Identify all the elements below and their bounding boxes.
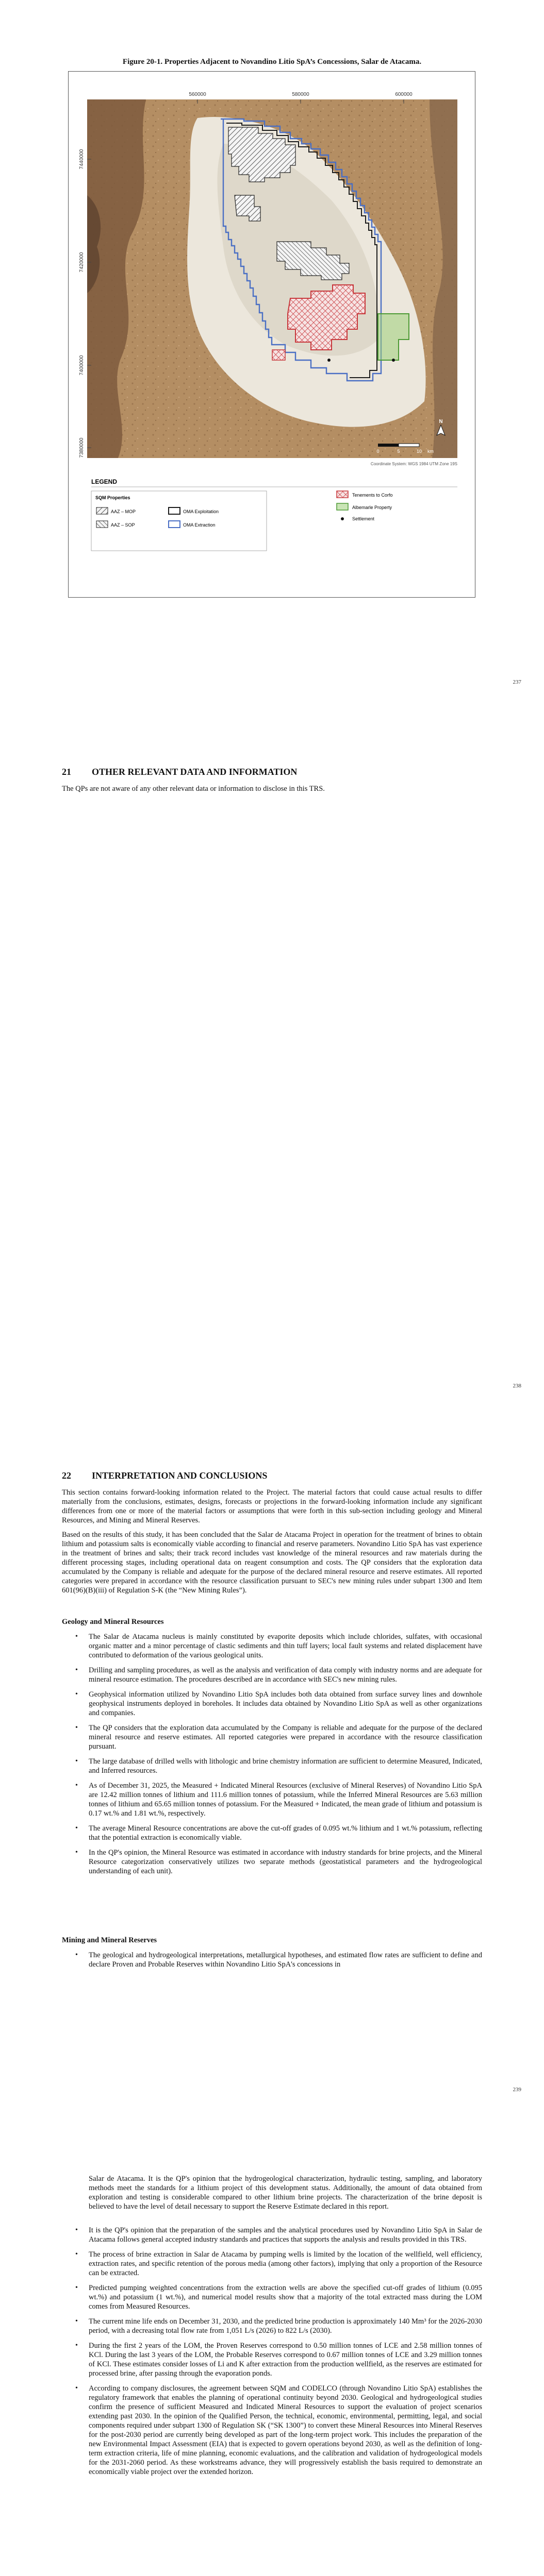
- scale-label-0: 0: [376, 449, 380, 454]
- intro-paragraph-2: Based on the results of this study, it has been concluded that the Salar de Atacama Project in operation for the treatment of brines to obtain lithium and potassium salts is economically viable according to financial and reserve parameters. Novandino Litio SpA has vast experience in the treatment of brines and salts; their track record includes vast knowledge of the mineral resources and raw materials during the different processing stages, including operational data on reagent consumption and costs. The QP considers that the exploration data accumulated by the Company is reliable and adequate for the purpose of the declared mineral resource and reserve estimates. All reported categories were prepared in accordance with the resource classification pursuant to SEC's new mining rules under subpart 1300 and Item 601(96)(B)(iii) of Regulation S-K (the “New Mining Rules”).: [62, 1531, 482, 1595]
- mining-bullet-list-start: [62, 1951, 482, 1975]
- page-number: 239: [513, 2087, 521, 2093]
- legend-label-aaz-sop: AAZ – SOP: [111, 522, 135, 528]
- legend-swatch-corfo: [337, 491, 348, 498]
- page-237: [0, 0, 544, 704]
- northing-tick-1: 7440000: [79, 149, 85, 170]
- list-item: • The process of brine extraction in Salar de Atacama by pumping wells is limited by the location of the wellfield, well efficiency, extraction rates, and specific retention of the porous media (among other factors), implying that only a proportion of the Resource can be extracted.: [62, 2250, 482, 2278]
- list-item: • According to company disclosures, the agreement between SQM and CODELCO (through Novandino Litio SpA) establishes the regulatory framework that enables the planning of operational continuity beyond 2030. Geological and hydrogeological studies confirm the presence of sufficient Measured and Indicated Mineral Resources to support the evaluation of project scenarios extending past 2030. In the opinion of the Qualified Person, the technical, economic, environmental, permitting, legal, and social components required under subpart 1300 of Regulation SK (“SK 1300”) to convert these Mineral Resources into Mineral Reserves for the post-2030 period are currently being developed as part of the long-term project work. This includes the preparation of the new Environmental Impact Assessment (EIA) that is expected to govern operations beyond 2030, as well as the definition of long-term extraction criteria, life of mine planning, economic evaluations, and the calibration and validation of hydrogeological models for the 2031-2060 period. As these workstreams advance, they will progressively establish the basis required to demonstrate an economically viable project over the extended horizon.: [62, 2384, 482, 2477]
- northing-tick-2: 7420000: [79, 252, 85, 273]
- northing-tick-4: 7380000: [79, 437, 85, 458]
- legend-label-aaz-mop: AAZ – MOP: [111, 509, 136, 514]
- intro-paragraph-1: This section contains forward-looking information related to the Project. The material factors that could cause actual results to differ materially from the conclusions, estimates, designs, forecasts or projections in the forward-looking information include any significant differences from one or more of the material factors or assumptions that were forth in this sub-section including geology and Mineral Resources, and Mining and Mineral Reserves.: [62, 1488, 482, 1524]
- section-22-title: INTERPRETATION AND CONCLUSIONS: [92, 1470, 268, 1481]
- crs-note: Coordinate System: WGS 1984 UTM Zone 19S: [370, 462, 457, 466]
- list-item: • It is the QP's opinion that the preparation of the samples and the analytical procedures used by Novandino Litio SpA in Salar de Atacama follows general accepted industry standards and practices that supports the analysis and results provided in this TRS.: [62, 2226, 482, 2244]
- legend-swatch-oma-extraction: [169, 521, 180, 528]
- list-item: • The current mine life ends on December 31, 2030, and the predicted brine production is approximately 140 Mm³ for the 2026-2030 period, with a decreasing total flow rate from 1,051 L/s (2026) to 822 L/s (2030).: [62, 2317, 482, 2335]
- page-number: 237: [513, 679, 521, 685]
- legend-swatch-settlement: [341, 517, 344, 520]
- list-item: • As of December 31, 2025, the Measured + Indicated Mineral Resources (exclusive of Mineral Reserves) of Novandino Litio SpA are 12.42 million tonnes of lithium and 111.6 million tonnes of potassium, while the Inferred Mineral Resources are 5.63 million tonnes of lithium and 65.65 million tonnes of potassium. For the Measured + Indicated, the mean grade of lithium and potassium is 0.17 wt.% and 1.81 wt.%, respectively.: [62, 1781, 482, 1818]
- section-21-number: 21: [62, 767, 71, 777]
- list-item: • The large database of drilled wells with lithologic and brine chemistry information are sufficient to determine Measured, Indicated, and Inferred resources.: [62, 1757, 482, 1775]
- list-item: • The geological and hydrogeological interpretations, metallurgical hypotheses, and estimated flow rates are sufficient to define and declare Proven and Probable Reserves within Novandino Litio SpA's concessions in: [62, 1951, 482, 1969]
- mining-bullet-continuation: Salar de Atacama. It is the QP's opinion that the hydrogeological characterization, hydraulic testing, sampling, and laboratory methods meet the standards for a lithium project of this development status. Additionally, the amount of data obtained from exploration and testing is considerable compared to other lithium brine projects. The characterization of the brine deposit is believed to have the level of detail necessary to support the Reserve Estimate declared in this report.: [89, 2175, 482, 2211]
- page-number: 238: [513, 1383, 521, 1389]
- geology-heading: Geology and Mineral Resources: [62, 1618, 164, 1626]
- figure-title: Figure 20-1. Properties Adjacent to Novandino Litio SpA’s Concessions, Salar de Atacama.: [122, 58, 422, 66]
- legend-label-albemarle: Albemarle Property: [352, 505, 392, 510]
- settlement-marker: [392, 359, 395, 362]
- map-legend: [91, 478, 457, 551]
- section-21-heading: [62, 767, 297, 777]
- list-item: • The Salar de Atacama nucleus is mainly constituted by evaporite deposits which include chlorides, sulfates, with occasional organic matter and a minor percentage of clastic sediments and thin tuff layers; local fault systems and related displacement have contributed to deformation of the various geological units.: [62, 1632, 482, 1660]
- section-21-title: OTHER RELEVANT DATA AND INFORMATION: [92, 767, 298, 777]
- easting-tick-1: 560000: [189, 92, 206, 97]
- list-item: • The QP considers that the exploration data accumulated by the Company is reliable and adequate for the purpose of the declared mineral resource and reserve estimates. All reported categories were prepared in accordance with the resource classification pursuant.: [62, 1723, 482, 1751]
- legend-label-oma-exploitation: OMA Exploitation: [183, 509, 219, 514]
- legend-group-title: SQM Properties: [95, 495, 130, 500]
- easting-tick-3: 600000: [395, 92, 413, 97]
- list-item: • Predicted pumping weighted concentrations from the extraction wells are above the specified cut-off grades of lithium (0.095 wt.%) and potassium (1 wt.%), and numerical model results show that a majority of the total extracted mass during the LOM comes from Measured Resources.: [62, 2283, 482, 2311]
- scale-label-10: 10: [416, 449, 422, 454]
- legend-label-corfo: Tenements to Corfo: [352, 493, 393, 498]
- page-240: [0, 2111, 544, 2576]
- map-figure: [69, 72, 475, 597]
- legend-label-settlement: Settlement: [352, 516, 375, 521]
- legend-title: LEGEND: [91, 478, 118, 485]
- northing-tick-3: 7400000: [79, 355, 85, 376]
- svg-text:N: N: [439, 419, 443, 425]
- list-item: • During the first 2 years of the LOM, the Proven Reserves correspond to 0.50 million tonnes of LCE and 2.58 million tonnes of KCl. During the last 3 years of the LOM, the Probable Reserves correspond to 0.67 million tonnes of LCE and 3.29 million tonnes of KCl. These estimates consider losses of Li and K after extraction from the production wellfield, as the reserves are estimated for processed brine, after passing through the evaporation ponds.: [62, 2341, 482, 2378]
- easting-tick-2: 580000: [292, 92, 309, 97]
- list-item: • The average Mineral Resource concentrations are above the cut-off grades of 0.095 wt.% lithium and 1 wt.% potassium, reflecting that the potential extraction is economically viable.: [62, 1824, 482, 1842]
- legend-swatch-aaz-sop: [96, 521, 108, 528]
- mining-bullet-list: [62, 2226, 482, 2482]
- list-item: • In the QP's opinion, the Mineral Resource was estimated in accordance with industry standards for brine projects, and the Mineral Resource categorization conservatively utilizes two separate methods (geostatistical parameters and the hydrogeological understanding of each unit).: [62, 1848, 482, 1876]
- section-22-number: 22: [62, 1470, 71, 1481]
- mining-heading: Mining and Mineral Reserves: [62, 1936, 157, 1944]
- scale-label-5: 5: [397, 449, 400, 454]
- page-238: [0, 704, 544, 1408]
- page-239: [0, 1408, 544, 2111]
- list-item: • Geophysical information utilized by Novandino Litio SpA includes both data obtained from surface survey lines and downhole geophysical instruments deployed in boreholes. It includes data obtained by Novandino Litio SpA as well as other organizations and companies.: [62, 1690, 482, 1718]
- section-22-heading: [62, 1470, 267, 1481]
- legend-label-oma-extraction: OMA Extraction: [183, 522, 216, 528]
- legend-swatch-aaz-mop: [96, 507, 108, 514]
- legend-swatch-oma-exploitation: [169, 507, 180, 514]
- scale-unit: km: [427, 449, 434, 454]
- figure-frame: [68, 71, 475, 598]
- list-item: • Drilling and sampling procedures, as well as the analysis and verification of data comply with industry norms and are adequate for mineral resource estimation. The procedures described are in accordance with SEC's new mining rules.: [62, 1666, 482, 1684]
- geology-bullet-list: [62, 1632, 482, 1882]
- section-21-text: The QPs are not aware of any other relevant data or information to disclose in this TRS.: [62, 785, 325, 793]
- legend-swatch-albemarle: [337, 503, 348, 510]
